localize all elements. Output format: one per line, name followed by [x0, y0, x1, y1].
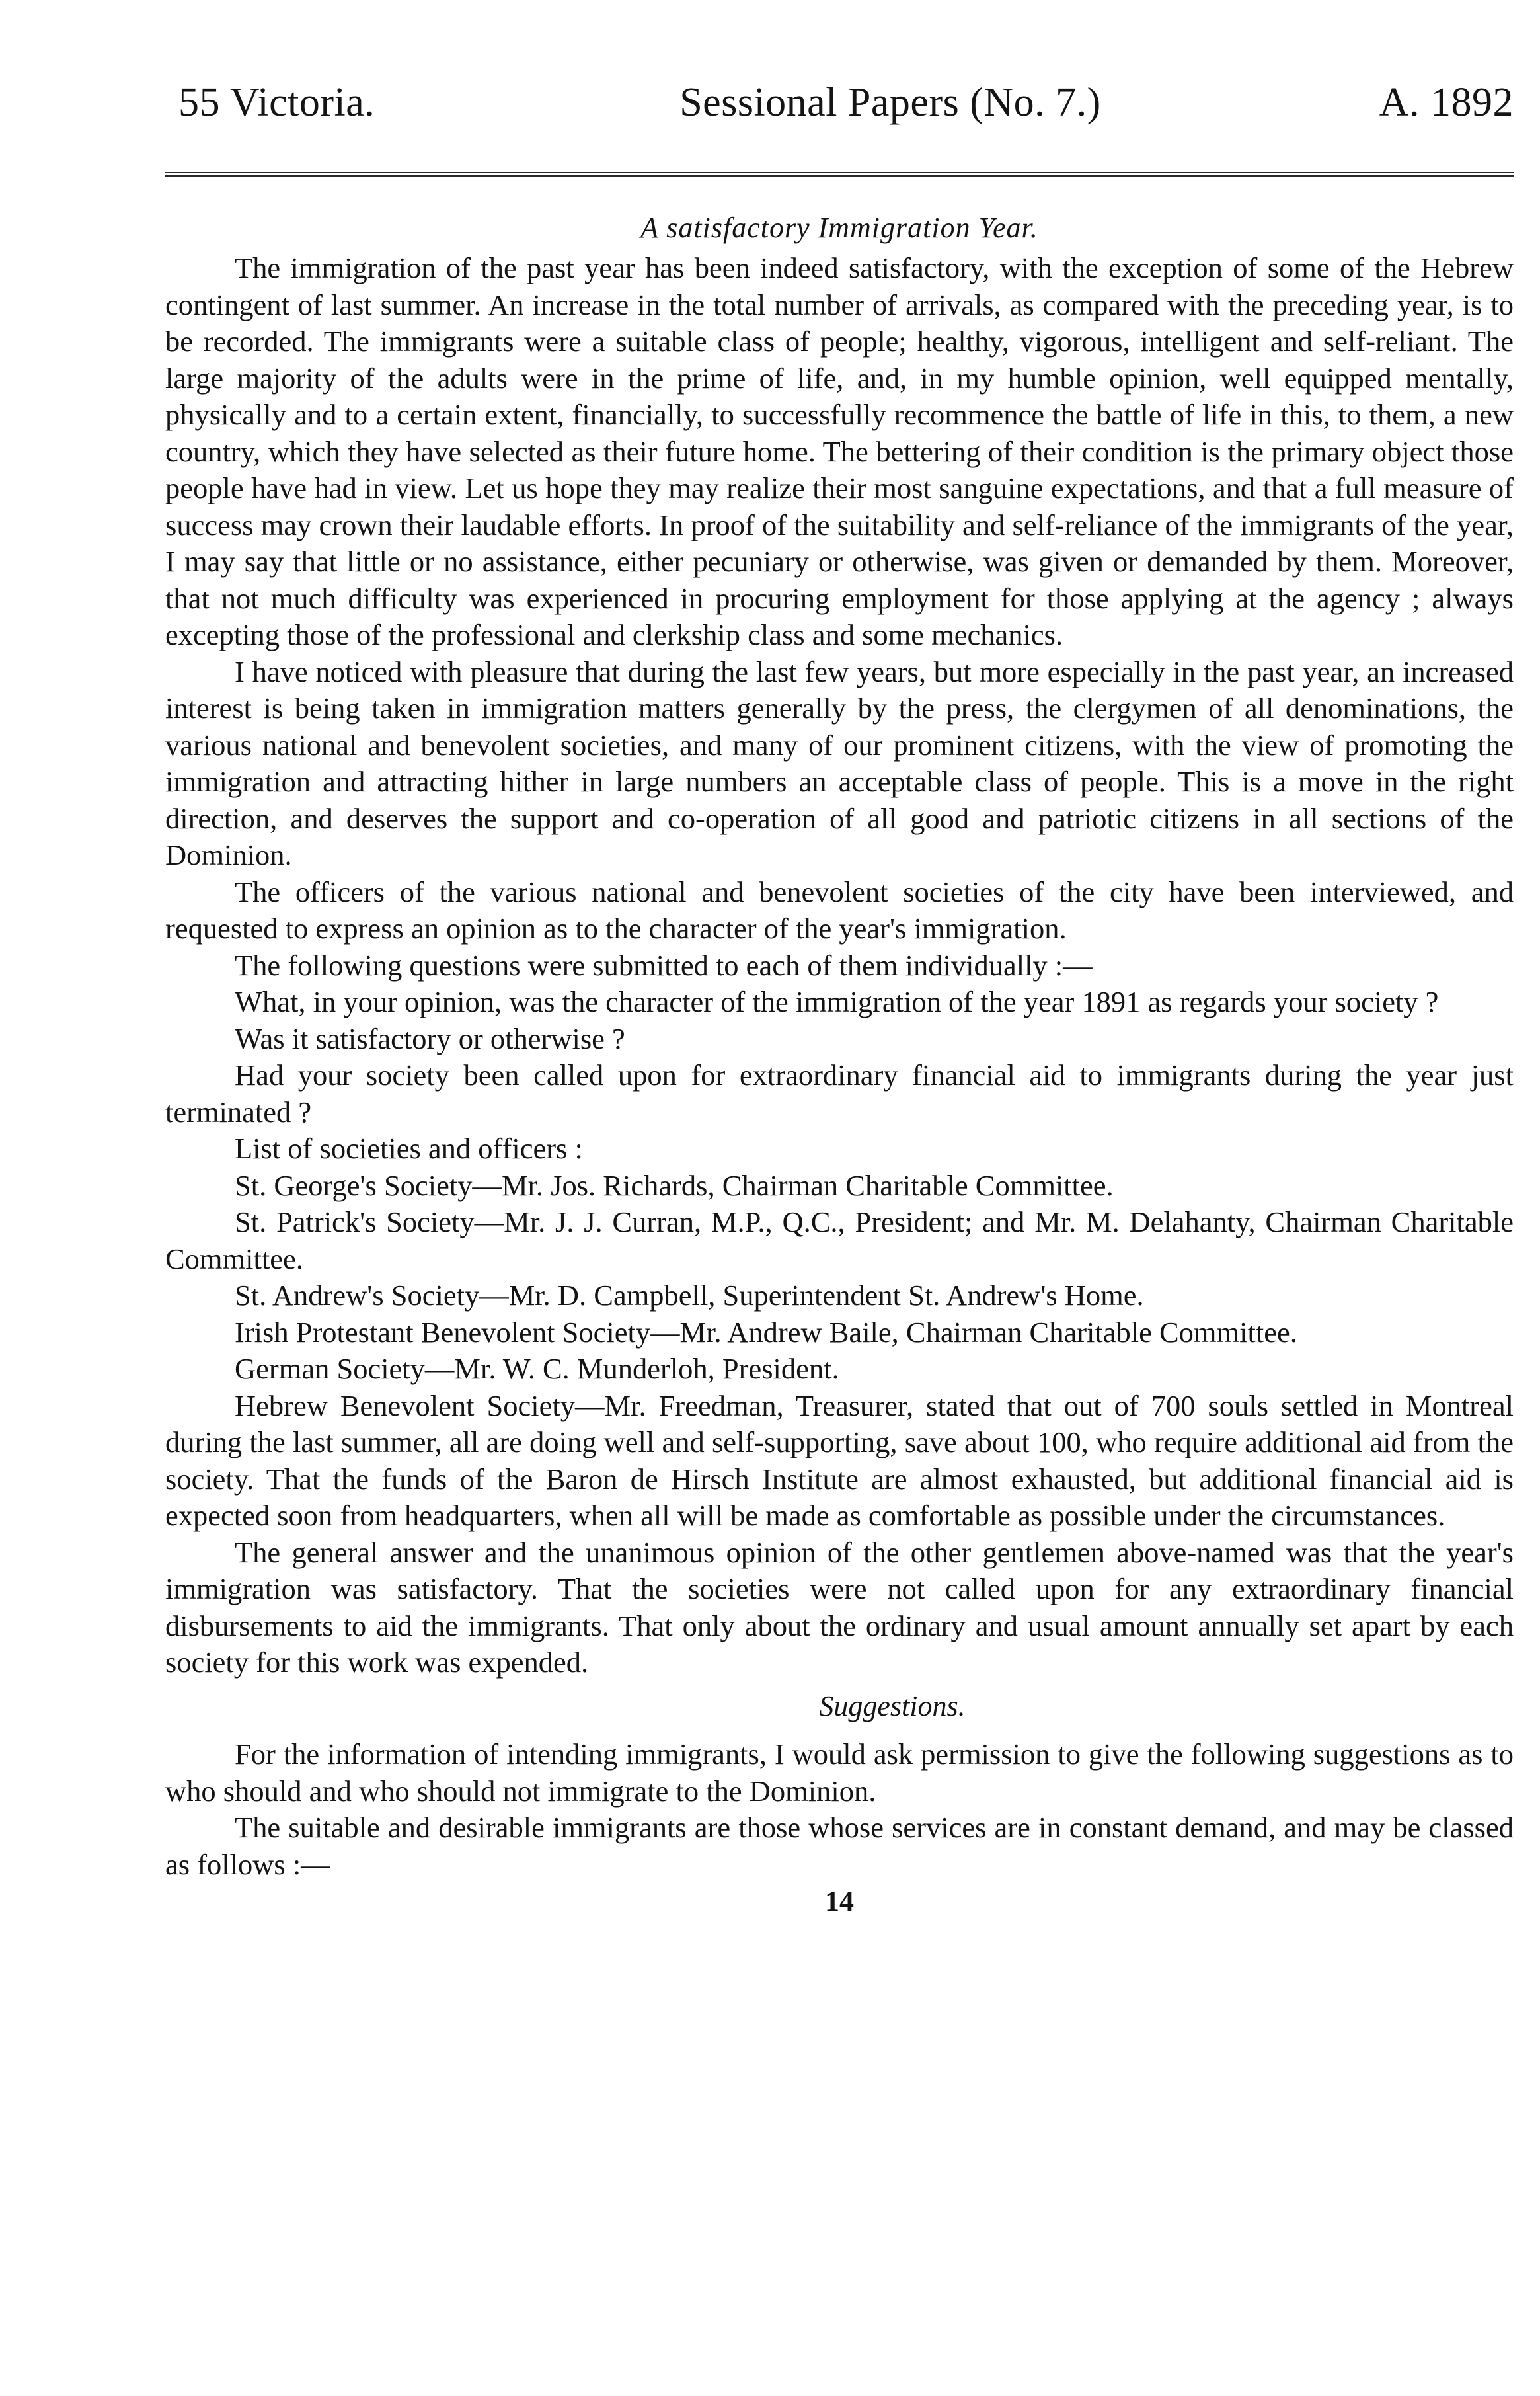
paragraph: The following questions were submitted to each of them individually :— [235, 948, 1093, 982]
header-title: Sessional Papers (No. 7.) [679, 80, 1101, 125]
society-entry: German Society—Mr. W. C. Munderloh, President. [235, 1352, 839, 1385]
header-session: 55 Victoria. [178, 80, 375, 125]
document-page [165, 79, 1514, 1918]
society-entry: Irish Protestant Benevolent Society—Mr. Andrew Baile, Chairman Charitable Committee. [235, 1315, 1297, 1349]
society-entry: Hebrew Benevolent Society—Mr. Freedman, Treasurer, stated that out of 700 souls settled in Montreal during the last summer, all are doing well and self-supporting, save about 100, who require additional aid from the society. That the funds of the Baron de Hirsch Institute are almost exhausted, but additional financial aid is expected soon from headquarters, when all will be made as comfortable as possible under the circumstances. [165, 1388, 1514, 1532]
paragraph: The general answer and the unanimous opinion of the other gentlemen above-named was that the year's immigration was satisfactory. That the societies were not called upon for any extraordinary financial disbursements to aid the immigrants. That only about the ordinary and usual amount annually set apart by each society for this work was expended. [165, 1535, 1514, 1679]
paragraph: I have noticed with pleasure that during the last few years, but more especially in the past year, an increased interest is being taken in immigration matters generally by the press, the clergymen of all denominations, the various national and benevolent societies, and many of our prominent citizens, with the view of promoting the immigration and attracting hither in large numbers an acceptable class of people. This is a move in the right direction, and deserves the support and co-operation of all good and patriotic citizens in all sections of the Dominion. [165, 655, 1514, 871]
paragraph: List of societies and officers : [235, 1132, 583, 1165]
paragraph: The immigration of the past year has been indeed satisfactory, with the exception of some of the Hebrew contingent of last summer. An increase in the total number of arrivals, as compared with the preceding year, is to be recorded. The immigrants were a suitable class of people; healthy, vigorous, intelligent and self-reliant. The large majority of the adults were in the prime of life, and, in my humble opinion, well equipped mentally, physically and to a certain extent, financially, to successfully recommence the battle of life in this, to them, a new country, which they have selected as their future home. The bettering of their condition is the primary object those people have had in view. Let us hope they may realize their most sanguine expectations, and that a full measure of success may crown their laudable efforts. In proof of the suitability and self-reliance of the immigrants of the year, I may say that little or no assistance, either pecuniary or otherwise, was given or demanded by them. Moreover, that not much difficulty was experienced in procuring employment for those applying at the agency ; always excepting those of the professional and clerkship class and some mechanics. [165, 251, 1514, 651]
header-year: A. 1892 [1379, 80, 1514, 125]
paragraph: The suitable and desirable immigrants are those whose services are in constant demand, and may be classed as follows :— [165, 1811, 1514, 1881]
header-rule [165, 172, 1514, 177]
body-text [165, 250, 1514, 1883]
society-entry: St. George's Society—Mr. Jos. Richards, Chairman Charitable Committee. [235, 1168, 1114, 1202]
question: What, in your opinion, was the character of the immigration of the year 1891 as regards your society ? [235, 985, 1439, 1018]
page-number: 14 [825, 1885, 854, 1917]
society-entry: St. Andrew's Society—Mr. D. Campbell, Superintendent St. Andrew's Home. [235, 1279, 1144, 1312]
paragraph: The officers of the various national and benevolent societies of the city have been interviewed, and requested to express an opinion as to the character of the year's immigration. [165, 875, 1514, 945]
subheading: Suggestions. [819, 1689, 966, 1722]
section-title: A satisfactory Immigration Year. [640, 212, 1038, 244]
question: Was it satisfactory or otherwise ? [235, 1021, 625, 1055]
society-entry: St. Patrick's Society—Mr. J. J. Curran, M.P., Q.C., President; and Mr. M. Delahanty, Chairman Charitable Committee. [165, 1205, 1514, 1275]
question: Had your society been called upon for extraordinary financial aid to immigrants during the year just terminated ? [165, 1058, 1514, 1129]
paragraph: For the information of intending immigrants, I would ask permission to give the following suggestions as to who should and who should not immigrate to the Dominion. [165, 1737, 1514, 1808]
running-header [165, 79, 1514, 145]
